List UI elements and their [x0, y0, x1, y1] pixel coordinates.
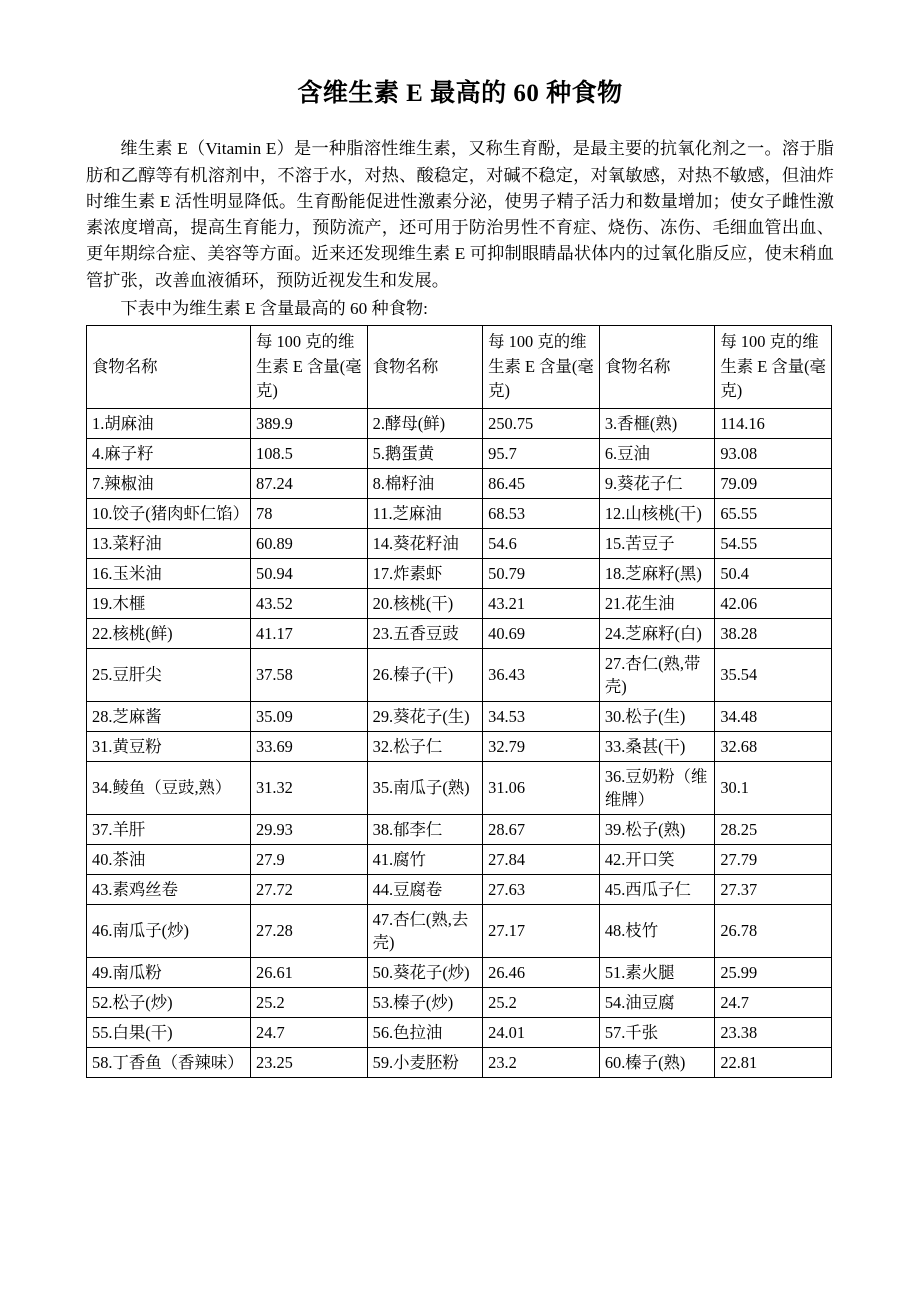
food-name-cell: 59.小麦胚粉 — [367, 1047, 483, 1077]
food-name-cell: 35.南瓜子(熟) — [367, 761, 483, 814]
vitamin-e-value-cell: 34.48 — [715, 701, 832, 731]
column-header-vitamin-e-content: 每 100 克的维生素 E 含量(毫克) — [483, 326, 600, 409]
food-name-cell: 3.香榧(熟) — [599, 408, 715, 438]
vitamin-e-value-cell: 26.78 — [715, 904, 832, 957]
vitamin-e-value-cell: 250.75 — [483, 408, 600, 438]
food-name-cell: 4.麻子籽 — [87, 438, 251, 468]
vitamin-e-value-cell: 68.53 — [483, 498, 600, 528]
vitamin-e-value-cell: 50.94 — [251, 558, 368, 588]
food-name-cell: 22.核桃(鲜) — [87, 618, 251, 648]
food-name-cell: 18.芝麻籽(黑) — [599, 558, 715, 588]
food-name-cell: 1.胡麻油 — [87, 408, 251, 438]
vitamin-e-value-cell: 27.37 — [715, 874, 832, 904]
vitamin-e-value-cell: 93.08 — [715, 438, 832, 468]
vitamin-e-value-cell: 24.7 — [251, 1017, 368, 1047]
food-name-cell: 5.鹅蛋黄 — [367, 438, 483, 468]
table-row — [87, 761, 832, 814]
food-name-cell: 2.酵母(鲜) — [367, 408, 483, 438]
food-name-cell: 19.木榧 — [87, 588, 251, 618]
vitamin-e-value-cell: 32.79 — [483, 731, 600, 761]
food-name-cell: 54.油豆腐 — [599, 987, 715, 1017]
vitamin-e-value-cell: 22.81 — [715, 1047, 832, 1077]
table-row — [87, 468, 832, 498]
food-name-cell: 12.山核桃(干) — [599, 498, 715, 528]
vitamin-e-value-cell: 54.6 — [483, 528, 600, 558]
food-name-cell: 26.榛子(干) — [367, 648, 483, 701]
vitamin-e-value-cell: 42.06 — [715, 588, 832, 618]
table-row — [87, 987, 832, 1017]
vitamin-e-value-cell: 28.67 — [483, 814, 600, 844]
table-row — [87, 588, 832, 618]
food-name-cell: 17.炸素虾 — [367, 558, 483, 588]
table-row — [87, 1047, 832, 1077]
food-name-cell: 10.饺子(猪肉虾仁馅） — [87, 498, 251, 528]
food-name-cell: 30.松子(生) — [599, 701, 715, 731]
food-name-cell: 42.开口笑 — [599, 844, 715, 874]
vitamin-e-value-cell: 114.16 — [715, 408, 832, 438]
vitamin-e-value-cell: 54.55 — [715, 528, 832, 558]
vitamin-e-value-cell: 27.79 — [715, 844, 832, 874]
vitamin-e-value-cell: 87.24 — [251, 468, 368, 498]
vitamin-e-value-cell: 26.61 — [251, 957, 368, 987]
food-name-cell: 57.千张 — [599, 1017, 715, 1047]
food-name-cell: 31.黄豆粉 — [87, 731, 251, 761]
food-name-cell: 25.豆肝尖 — [87, 648, 251, 701]
column-header-food-name: 食物名称 — [599, 326, 715, 409]
food-name-cell: 23.五香豆豉 — [367, 618, 483, 648]
table-row — [87, 438, 832, 468]
table-row — [87, 528, 832, 558]
food-name-cell: 56.色拉油 — [367, 1017, 483, 1047]
vitamin-e-value-cell: 79.09 — [715, 468, 832, 498]
food-name-cell: 39.松子(熟) — [599, 814, 715, 844]
vitamin-e-value-cell: 50.79 — [483, 558, 600, 588]
table-row — [87, 701, 832, 731]
food-name-cell: 33.桑甚(干) — [599, 731, 715, 761]
vitamin-e-value-cell: 65.55 — [715, 498, 832, 528]
vitamin-e-value-cell: 25.99 — [715, 957, 832, 987]
column-header-food-name: 食物名称 — [87, 326, 251, 409]
vitamin-e-value-cell: 95.7 — [483, 438, 600, 468]
vitamin-e-value-cell: 36.43 — [483, 648, 600, 701]
vitamin-e-value-cell: 23.2 — [483, 1047, 600, 1077]
food-name-cell: 36.豆奶粉（维维牌） — [599, 761, 715, 814]
table-row — [87, 1017, 832, 1047]
food-name-cell: 24.芝麻籽(白) — [599, 618, 715, 648]
vitamin-e-value-cell: 35.54 — [715, 648, 832, 701]
food-name-cell: 34.鲮鱼（豆豉,熟） — [87, 761, 251, 814]
vitamin-e-value-cell: 23.25 — [251, 1047, 368, 1077]
table-row — [87, 648, 832, 701]
food-name-cell: 29.葵花子(生) — [367, 701, 483, 731]
food-name-cell: 13.菜籽油 — [87, 528, 251, 558]
vitamin-e-value-cell: 78 — [251, 498, 368, 528]
vitamin-e-value-cell: 25.2 — [483, 987, 600, 1017]
table-lead-in-text: 下表中为维生素 E 含量最高的 60 种食物: — [120, 299, 428, 319]
food-name-cell: 16.玉米油 — [87, 558, 251, 588]
food-name-cell: 49.南瓜粉 — [87, 957, 251, 987]
vitamin-e-value-cell: 27.72 — [251, 874, 368, 904]
vitamin-e-value-cell: 40.69 — [483, 618, 600, 648]
column-header-vitamin-e-content: 每 100 克的维生素 E 含量(毫克) — [715, 326, 832, 409]
vitamin-e-value-cell: 43.52 — [251, 588, 368, 618]
table-row — [87, 957, 832, 987]
vitamin-e-value-cell: 25.2 — [251, 987, 368, 1017]
table-row — [87, 904, 832, 957]
food-name-cell: 41.腐竹 — [367, 844, 483, 874]
food-name-cell: 51.素火腿 — [599, 957, 715, 987]
vitamin-e-value-cell: 27.84 — [483, 844, 600, 874]
food-name-cell: 32.松子仁 — [367, 731, 483, 761]
vitamin-e-value-cell: 50.4 — [715, 558, 832, 588]
vitamin-e-value-cell: 27.63 — [483, 874, 600, 904]
food-name-cell: 40.茶油 — [87, 844, 251, 874]
food-name-cell: 45.西瓜子仁 — [599, 874, 715, 904]
food-name-cell: 55.白果(干) — [87, 1017, 251, 1047]
food-name-cell: 50.葵花子(炒) — [367, 957, 483, 987]
food-name-cell: 43.素鸡丝卷 — [87, 874, 251, 904]
table-row — [87, 558, 832, 588]
food-name-cell: 9.葵花子仁 — [599, 468, 715, 498]
page-title: 含维生素 E 最高的 60 种食物 — [297, 80, 623, 107]
food-name-cell: 48.枝竹 — [599, 904, 715, 957]
food-name-cell: 21.花生油 — [599, 588, 715, 618]
column-header-food-name: 食物名称 — [367, 326, 483, 409]
vitamin-e-value-cell: 86.45 — [483, 468, 600, 498]
table-row — [87, 731, 832, 761]
table-row — [87, 844, 832, 874]
vitamin-e-value-cell: 26.46 — [483, 957, 600, 987]
food-name-cell: 15.苦豆子 — [599, 528, 715, 558]
food-name-cell: 8.棉籽油 — [367, 468, 483, 498]
vitamin-e-value-cell: 27.28 — [251, 904, 368, 957]
column-header-vitamin-e-content: 每 100 克的维生素 E 含量(毫克) — [251, 326, 368, 409]
vitamin-e-value-cell: 43.21 — [483, 588, 600, 618]
food-name-cell: 52.松子(炒) — [87, 987, 251, 1017]
table-row — [87, 408, 832, 438]
table-row — [87, 498, 832, 528]
food-name-cell: 28.芝麻酱 — [87, 701, 251, 731]
table-row — [87, 814, 832, 844]
vitamin-e-value-cell: 23.38 — [715, 1017, 832, 1047]
food-name-cell: 47.杏仁(熟,去壳) — [367, 904, 483, 957]
food-name-cell: 20.核桃(干) — [367, 588, 483, 618]
table-row — [87, 618, 832, 648]
food-name-cell: 14.葵花籽油 — [367, 528, 483, 558]
vitamin-e-value-cell: 34.53 — [483, 701, 600, 731]
vitamin-e-value-cell: 24.01 — [483, 1017, 600, 1047]
vitamin-e-value-cell: 29.93 — [251, 814, 368, 844]
table-header-row — [87, 326, 832, 409]
vitamin-e-value-cell: 27.9 — [251, 844, 368, 874]
food-name-cell: 27.杏仁(熟,带壳) — [599, 648, 715, 701]
food-name-cell: 44.豆腐卷 — [367, 874, 483, 904]
intro-paragraph: 维生素 E（Vitamin E）是一种脂溶性维生素，又称生育酚，是最主要的抗氧化剂之一。溶于脂肪和乙醇等有机溶剂中，不溶于水，对热、酸稳定，对碱不稳定，对氧敏感，对热不敏感，但油炸时维生素 E 活性明显降低。生育酚能促进性激素分泌，使男子精子活力和数量增加；使女子雌性激素浓度增高，提高生育能力，预防流产，还可用于防治男性不育症、烧伤、冻伤、毛细血管出血、更年期综合症、美容等方面。近来还发现维生素 E 可抑制眼睛晶状体内的过氧化脂反应，使末稍血管扩张，改善血液循环，预防近视发生和发展。 — [86, 139, 834, 290]
food-name-cell: 46.南瓜子(炒) — [87, 904, 251, 957]
food-name-cell: 38.郁李仁 — [367, 814, 483, 844]
food-name-cell: 6.豆油 — [599, 438, 715, 468]
food-name-cell: 11.芝麻油 — [367, 498, 483, 528]
vitamin-e-value-cell: 41.17 — [251, 618, 368, 648]
vitamin-e-value-cell: 28.25 — [715, 814, 832, 844]
food-name-cell: 60.榛子(熟) — [599, 1047, 715, 1077]
food-name-cell: 58.丁香鱼（香辣味） — [87, 1047, 251, 1077]
vitamin-e-value-cell: 31.32 — [251, 761, 368, 814]
vitamin-e-value-cell: 389.9 — [251, 408, 368, 438]
food-name-cell: 7.辣椒油 — [87, 468, 251, 498]
vitamin-e-value-cell: 60.89 — [251, 528, 368, 558]
vitamin-e-value-cell: 38.28 — [715, 618, 832, 648]
vitamin-e-value-cell: 30.1 — [715, 761, 832, 814]
table-row — [87, 874, 832, 904]
vitamin-e-value-cell: 27.17 — [483, 904, 600, 957]
vitamin-e-food-table — [86, 325, 832, 1078]
vitamin-e-value-cell: 32.68 — [715, 731, 832, 761]
vitamin-e-value-cell: 33.69 — [251, 731, 368, 761]
vitamin-e-value-cell: 35.09 — [251, 701, 368, 731]
food-name-cell: 53.榛子(炒) — [367, 987, 483, 1017]
vitamin-e-value-cell: 24.7 — [715, 987, 832, 1017]
vitamin-e-value-cell: 108.5 — [251, 438, 368, 468]
food-name-cell: 37.羊肝 — [87, 814, 251, 844]
vitamin-e-value-cell: 31.06 — [483, 761, 600, 814]
vitamin-e-value-cell: 37.58 — [251, 648, 368, 701]
